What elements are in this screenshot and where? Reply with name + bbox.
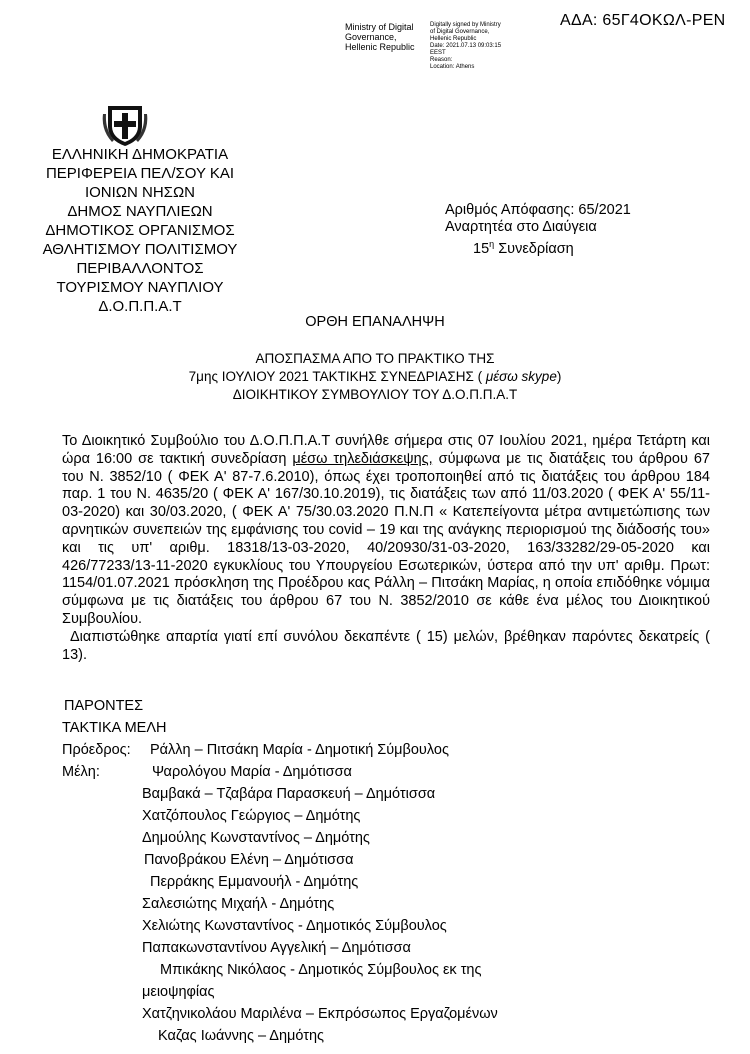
digital-signature-signer: Ministry of Digital Governance, Hellenic Republic xyxy=(345,22,415,52)
decision-info xyxy=(445,202,631,258)
ada-code: ΑΔΑ: 65Γ4ΟΚΩΛ-ΡΕΝ xyxy=(560,12,726,29)
quorum-paragraph: Διαπιστώθηκε απαρτία γιατί επί συνόλου δεκαπέντε ( 15) μελών, βρέθηκαν παρόντες δεκατρείς ( 13). xyxy=(62,628,710,663)
posting-note: Αναρτητέα στο Διαύγεια xyxy=(445,219,597,235)
meeting-paragraph: Το Διοικητικό Συμβούλιο του Δ.Ο.Π.Π.Α.Τ συνήλθε σήμερα στις 07 Ιουλίου 2021, ημέρα Τετάρτη και ώρα 16:00 σε τακτική συνεδρίαση μέσω τηλεδιάσκεψης, σύμφωνα με τις διατάξεις του άρθρου 67 του Ν. 3852/10 ( ΦΕΚ Α' 87-7.6.2010), όπως έχει τροποποιηθεί από τις διατάξεις του άρθρου 184 παρ. 1 του Ν. 4635/20 ( ΦΕΚ Α' 167/30.10.2019), τις διατάξεις των από 11/03.2020 ( ΦΕΚ Α' 55/11-03-2020) και 30/03.2020, ( ΦΕΚ Α' 75/30.03.2020 Π.Ν.Π « Κατεπείγοντα μέτρα αντιμετώπισης των αρνητικών συνεπειών της εμφάνισης του covid – 19 και της ανάγκης περιορισμού της διάδοσής του» και τις υπ' αριθμ. 18318/13-03-2020, 40/20930/31-03-2020, 163/33282/29-05-2020 και 426/77233/13-11-2020 εγκυκλίους του Υπουργείου Εσωτερικών, ύστερα από την υπ' αριθμ. Πρωτ: 1154/01.07.2021 πρόσκληση της Προέδρου κας Ράλλη – Πιτσάκη Μαρίας, η οποία επιδόθηκε νόμιμα σύμφωνα με τις διατάξεις του άρθρου 67 του Ν. 3852/2010 σε κάθε ένα μέλος του Διοικητικού Συμβουλίου. xyxy=(62,433,710,627)
minutes-body xyxy=(62,433,710,664)
greek-coat-of-arms-icon xyxy=(100,100,150,150)
organization-header: ΕΛΛΗΝΙΚΗ ΔΗΜΟΚΡΑΤΙΑ ΠΕΡΙΦΕΡΕΙΑ ΠΕΛ/ΣΟΥ ΚΑΙ ΙΟΝΙΩΝ ΝΗΣΩΝ ΔΗΜΟΣ ΝΑΥΠΛΙΕΩΝ ΔΗΜΟΤΙΚΟΣ ΟΡΓΑΝΙΣΜΟΣ ΑΘΛΗΤΙΣΜΟΥ ΠΟΛΙΤΙΣΜΟΥ ΠΕΡΙΒΑΛΛΟΝΤΟΣ ΤΟΥΡΙΣΜΟΥ ΝΑΥΠΛΙΟΥ Δ.Ο.Π.Π.Α.Τ xyxy=(42,146,238,315)
decision-number: Αριθμός Απόφασης: 65/2021 xyxy=(445,202,631,218)
excerpt-heading: ΑΠΟΣΠΑΣΜΑ ΑΠΟ ΤΟ ΠΡΑΚΤΙΚΟ ΤΗΣ 7μης ΙΟΥΛΙΟΥ 2021 ΤΑΚΤΙΚΗΣ ΣΥΝΕΔΡΙΑΣΗΣ ( μέσω skype) ΔΙΟΙΚΗΤΙΚΟΥ ΣΥΜΒΟΥΛΙΟΥ ΤΟΥ Δ.Ο.Π.Π.Α.Τ xyxy=(188,351,562,402)
document-title: ΟΡΘΗ ΕΠΑΝΑΛΗΨΗ xyxy=(305,314,445,330)
digital-signature-details: Digitally signed by Ministry of Digital Governance, Hellenic Republic Date: 2021.07.13 09:03:15 EEST Reason: Location: Athens xyxy=(430,22,502,70)
session-number: $15^\eta$ Συνεδρίαση xyxy=(473,239,574,257)
